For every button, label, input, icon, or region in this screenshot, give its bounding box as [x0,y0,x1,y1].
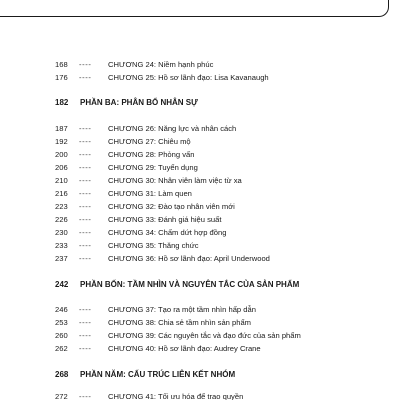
chapter-entry [0,123,400,135]
chapter-title: CHƯƠNG 35: Thăng chức [108,241,199,250]
chapter-entry [0,175,400,187]
part-heading [0,96,400,110]
page-number: 168 [55,60,68,69]
leader-dashes: ---- [79,176,92,185]
chapter-title: CHƯƠNG 31: Làm quen [108,189,192,198]
page-number: 260 [55,331,68,340]
leader-dashes: ---- [79,215,92,224]
page-number: 262 [55,344,68,353]
chapter-title: CHƯƠNG 28: Phỏng vấn [108,150,195,159]
chapter-entry [0,72,400,84]
chapter-title: CHƯƠNG 30: Nhân viên làm việc từ xa [108,176,242,185]
chapter-entry [0,304,400,316]
chapter-title: CHƯƠNG 27: Chiêu mộ [108,137,191,146]
chapter-title: CHƯƠNG 41: Tối ưu hóa để trao quyền [108,392,244,400]
chapter-entry [0,330,400,342]
chapter-title: CHƯƠNG 39: Các nguyên tắc và đạo đức của sản phẩm [108,331,301,340]
part-heading [0,278,400,292]
chapter-title: CHƯƠNG 34: Chấm dứt hợp đồng [108,228,227,237]
leader-dashes: ---- [79,254,92,263]
page-number: 206 [55,163,68,172]
leader-dashes: ---- [79,392,92,400]
page-number: 192 [55,137,68,146]
part-heading [0,368,400,382]
chapter-entry [0,253,400,265]
page-number: 182 [55,98,69,107]
leader-dashes: ---- [79,228,92,237]
chapter-title: CHƯƠNG 37: Tạo ra một tầm nhìn hấp dẫn [108,305,256,314]
leader-dashes: ---- [79,331,92,340]
chapter-entry [0,188,400,200]
leader-dashes: ---- [79,163,92,172]
leader-dashes: ---- [79,124,92,133]
page-number: 226 [55,215,68,224]
chapter-title: CHƯƠNG 26: Năng lực và nhân cách [108,124,237,133]
leader-dashes: ---- [79,150,92,159]
leader-dashes: ---- [79,73,92,82]
chapter-title: CHƯƠNG 32: Đào tạo nhân viên mới [108,202,235,211]
page-number: 237 [55,254,68,263]
chapter-entry [0,391,400,400]
leader-dashes: ---- [79,305,92,314]
chapter-entry [0,162,400,174]
leader-dashes: ---- [79,241,92,250]
chapter-entry [0,59,400,71]
part-title: PHẦN BỐN: TẦM NHÌN VÀ NGUYÊN TẮC CỦA SẢN PHẨM [80,280,300,289]
page-number: 230 [55,228,68,237]
page-number: 223 [55,202,68,211]
chapter-entry [0,317,400,329]
leader-dashes: ---- [79,318,92,327]
part-title: PHẦN BA: PHÂN BỔ NHÂN SỰ [80,98,198,107]
page-number: 216 [55,189,68,198]
page-frame-corner [0,0,389,17]
page-number: 246 [55,305,68,314]
page-number: 268 [55,370,69,379]
leader-dashes: ---- [79,137,92,146]
chapter-entry [0,343,400,355]
part-title: PHẦN NĂM: CẤU TRÚC LIÊN KẾT NHÓM [80,370,236,379]
chapter-entry [0,136,400,148]
leader-dashes: ---- [79,344,92,353]
chapter-entry [0,201,400,213]
page-number: 233 [55,241,68,250]
chapter-title: CHƯƠNG 38: Chia sẻ tầm nhìn sản phẩm [108,318,251,327]
chapter-entry [0,227,400,239]
page-number: 200 [55,150,68,159]
page-number: 176 [55,73,68,82]
chapter-entry [0,149,400,161]
page-number: 253 [55,318,68,327]
chapter-title: CHƯƠNG 29: Tuyển dụng [108,163,198,172]
chapter-entry [0,214,400,226]
chapter-entry [0,240,400,252]
page-number: 272 [55,392,68,400]
chapter-title: CHƯƠNG 24: Niềm hạnh phúc [108,60,214,69]
leader-dashes: ---- [79,189,92,198]
page-number: 187 [55,124,68,133]
page-number: 210 [55,176,68,185]
page-number: 242 [55,280,69,289]
chapter-title: CHƯƠNG 36: Hồ sơ lãnh đạo: April Underwood [108,254,270,263]
chapter-title: CHƯƠNG 40: Hồ sơ lãnh đạo: Audrey Crane [108,344,261,353]
leader-dashes: ---- [79,202,92,211]
chapter-title: CHƯƠNG 33: Đánh giá hiệu suất [108,215,222,224]
leader-dashes: ---- [79,60,92,69]
chapter-title: CHƯƠNG 25: Hồ sơ lãnh đạo: Lisa Kavanaugh [108,73,269,82]
